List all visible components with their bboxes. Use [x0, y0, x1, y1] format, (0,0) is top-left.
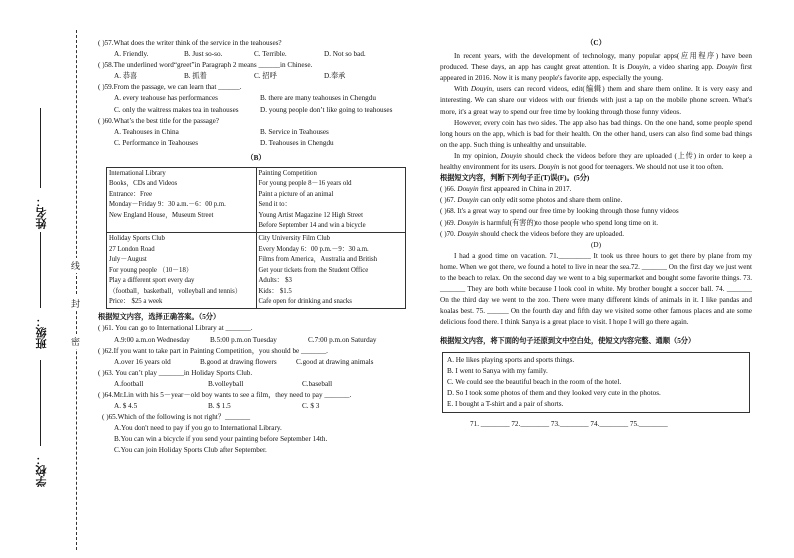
q62-stem: ( )62.If you want to take part in Painting Competition，you should be _______.: [98, 346, 328, 355]
tf-question[interactable]: [440, 229, 752, 240]
app-name: Douyin: [627, 63, 649, 72]
ad-line: Painting Competition: [258, 170, 317, 178]
q63-option-a[interactable]: A.football: [114, 379, 144, 388]
q57-stem: ( )57.What does the writer think of the service in the teahouses?: [98, 39, 282, 47]
name-label: 姓名：: [36, 196, 48, 229]
ad-line: Films from America，Australia and British: [258, 256, 378, 264]
q57-option-d[interactable]: D. Not so bad.: [324, 50, 366, 59]
section-d-heading: (D): [591, 240, 601, 249]
ad-line: Every Monday 6：00 p.m.－9：30 a.m.: [258, 245, 369, 253]
seal-char-seal: 封: [71, 296, 80, 311]
q61-options: [98, 335, 414, 346]
passage-c-paragraph: [440, 151, 752, 173]
left-column: [98, 38, 414, 457]
q58-option-a[interactable]: A. 恭喜: [114, 72, 138, 81]
question-text: ( )67.: [440, 196, 458, 205]
q59-options-ab: [98, 93, 414, 104]
ad-line: 27 London Road: [109, 245, 155, 253]
q65-option-a[interactable]: A.You don't need to pay if you go to International Library.: [114, 424, 282, 433]
q60-stem: ( )60.What’s the best title for the passage?: [98, 116, 219, 125]
ad-line: Holiday Sports Club: [109, 235, 165, 243]
q57-option-b[interactable]: B. Just so-so.: [184, 50, 223, 59]
app-name: Douyin: [500, 151, 522, 160]
school-blank-line: [40, 360, 41, 446]
q59-option-c[interactable]: C. only the waitress makes tea in teahouses: [114, 105, 239, 114]
q58-option-c[interactable]: C. 招呼: [254, 72, 277, 81]
q65-option-b[interactable]: B.You can win a bicycle if you send your painting before September 14th.: [114, 435, 328, 444]
q63-option-b[interactable]: B.volleyball: [208, 379, 244, 388]
passage-c-paragraph: [440, 84, 752, 117]
d-option: B. I went to Sanya with my family.: [447, 366, 548, 375]
right-column: [440, 38, 752, 430]
text-run: is not good for teenagers. We should not use it too often.: [559, 163, 724, 172]
q59-option-a[interactable]: A. every teahouse has performances: [114, 94, 218, 103]
class-label: 班级：: [36, 316, 48, 349]
ad-line: Price： $25 a week: [109, 297, 163, 305]
ad-line: Adults： $3: [258, 277, 292, 285]
text-run: , users can record videos, edit(编辑) them and share them online. It is very easy and interesting. We can share our videos with our friends with just a tap on the mobile phone screen. What's more, it's a great way to spend our free time by looking through those funny videos.: [440, 85, 752, 116]
q62-option-b[interactable]: B.good at drawing flowers: [200, 357, 277, 366]
tf-questions: [440, 184, 752, 239]
ad-line: Play a different sport every day: [109, 277, 195, 285]
tf-question[interactable]: [440, 195, 752, 206]
app-name: Douyin: [457, 185, 479, 194]
passage-c: [440, 51, 752, 173]
answer-blanks[interactable]: 71. ________ 72.________ 73.________ 74.________ 75.________: [470, 420, 668, 428]
instruction-c: 根据短文内容，判断下列句子正(T)误(F)。(5分): [440, 174, 590, 183]
ad-line: Books，CDs and Videos: [109, 180, 178, 188]
text-run: However, every coin has two sides. The app also has bad things. On the one hand, some people spend long hours on the app, which is bad for their health. On the other hand, users can also find some bad things on the app. Such thing is unhealthy and unsuitable.: [440, 118, 752, 149]
ad-line: Before September 14 and win a bicycle: [258, 222, 366, 230]
text-run: In recent years, with the development of technology, many popular apps(应用程序) have been produced. These days, an app has caught great attention. It is: [440, 52, 752, 72]
passage-c-paragraph: [440, 118, 752, 151]
q60-option-b[interactable]: B. Service in Teahouses: [260, 127, 329, 136]
ad-line: July－August: [109, 256, 147, 264]
q63-option-c[interactable]: C.baseball: [302, 379, 333, 388]
q58-option-b[interactable]: B. 抓着: [184, 72, 207, 81]
seal-char-line: 线: [71, 258, 80, 273]
q60-option-d[interactable]: D. Teahouses in Chengdu: [260, 138, 334, 147]
ad-line: For young people 8－16 years old: [258, 180, 352, 188]
d-option: E. I bought a T-shirt and a pair of shorts.: [447, 399, 564, 408]
q65-stem: ( )65.Which of the following is not right？_______: [102, 413, 251, 422]
q65-option-c[interactable]: C.You can join Holiday Sports Club after September.: [114, 446, 267, 455]
passage-c-paragraph: [440, 51, 752, 84]
q62-options: [98, 357, 414, 368]
question-text: first appeared in China in 2017.: [478, 185, 572, 194]
question-text: is harmful(有害的)to those people who spend long time on it.: [478, 218, 659, 227]
text-run: With: [454, 85, 471, 94]
ad-line: City University Film Club: [258, 235, 331, 243]
tf-question[interactable]: [440, 218, 752, 229]
instruction-d: 根据短文内容，将下面的句子还原到文中空白处，使短文内容完整、通顺（5分）: [440, 337, 696, 346]
ad-line: Kids： $1.5: [258, 287, 292, 295]
ads-table: [106, 167, 406, 309]
app-name: Douyin: [538, 163, 560, 172]
app-name: Douyin: [457, 196, 479, 205]
q58-option-d[interactable]: D.奉承: [324, 72, 346, 81]
q63-stem: ( )63. You can’t play _______in Holiday Sports Club.: [98, 368, 253, 377]
app-name: Douyin: [716, 63, 738, 72]
question-text: ( )70.: [440, 229, 458, 238]
app-name: Douyin: [457, 229, 479, 238]
q57-option-c[interactable]: C. Terrible.: [254, 50, 287, 59]
question-text: ( )69.: [440, 218, 458, 227]
q57-options: [98, 49, 414, 60]
ad-sports-club: [107, 233, 257, 309]
q60-option-c[interactable]: C. Performance in Teahouses: [114, 138, 198, 147]
ad-line: Monday－Friday 9：30 a.m.－6：00 p.m.: [109, 201, 226, 209]
ad-line: Get your tickets from the Student Office: [258, 266, 369, 274]
school-label: 学校：: [36, 454, 48, 487]
q63-options: [98, 379, 414, 390]
tf-question[interactable]: [440, 184, 752, 195]
passage-d: I had a good time on vacation. 71._________ It took us three hours to get there by plane from my home. When we got there, we found a hotel to live in near the sea.72. _______ On the first day we just went to the beach to relax. On the second day we went to a big supermarket and bought some favorite things. 73. _______ They are both white because I look cool in white. My brother bought a soccer ball. 74. _______ On the third day we went to the zoo. There were many different kinds of animals in it. I like pandas and koalas best. 75. ______ On the fourth day and fifth day we visited some other famous places and ate some delicious food there. I think Sanya is a great place to visit. I hope I will go there again.: [440, 251, 752, 327]
question-text: ( )68. It's a great way to spend our free time by looking through those funny videos: [440, 207, 679, 216]
q61-option-b[interactable]: B.5:00 p.m.on Tuesday: [210, 335, 277, 344]
q58-options: [98, 71, 414, 82]
app-name: Douyin: [470, 85, 493, 94]
tf-question[interactable]: [440, 206, 752, 217]
q61-option-a[interactable]: A.9:00 a.m.on Wednesday: [114, 335, 190, 344]
ad-painting: [256, 168, 406, 233]
ad-line: International Library: [109, 170, 166, 178]
section-b-heading: （B）: [246, 153, 266, 162]
ad-line: （football，basketball，volleyball and tennis）: [109, 287, 242, 295]
binding-strip: [0, 0, 90, 558]
q59-option-b[interactable]: B. there are many teahouses in Chengdu: [260, 94, 376, 103]
q61-stem: ( )61. You can go to International Library at _______.: [98, 324, 253, 333]
seal-dashed-line: [76, 30, 77, 550]
q64-options: [98, 401, 414, 412]
text-run: first appeared in 2016. Now it is many people's favorite app, especially the young.: [440, 63, 752, 83]
text-run: , a video sharing app.: [648, 63, 717, 72]
text-run: In my opinion,: [454, 151, 501, 160]
q58-stem: ( )58.The underlined word“greet”in Paragraph 2 means ______in Chinese.: [98, 61, 313, 70]
q60-options-cd: [98, 138, 414, 149]
text-run: should check the videos before they are uploaded (上传) in order to keep a healthy environment for its users.: [440, 151, 752, 172]
name-blank-line: [40, 108, 41, 188]
q64-option-c[interactable]: C. $ 3: [302, 402, 320, 411]
ad-line: Cafe open for drinking and snacks: [258, 297, 352, 305]
q62-option-c[interactable]: C.good at drawing animals: [296, 357, 374, 366]
q60-option-a[interactable]: A. Teahouses in China: [114, 127, 179, 136]
q60-options-ab: [98, 127, 414, 138]
q57-option-a[interactable]: A. Friendly.: [114, 50, 149, 59]
app-name: Douyin: [457, 218, 479, 227]
ad-line: Young Artist Magazine 12 High Street: [258, 211, 363, 219]
section-c-heading: （C）: [586, 39, 606, 47]
ad-line: Paint a picture of an animal: [258, 190, 334, 198]
ad-line: New England House，Museum Street: [109, 211, 214, 219]
d-options-box: [442, 352, 750, 413]
question-text: ( )66.: [440, 185, 458, 194]
instruction-b: 根据短文内容，选择正确答案。（5分）: [98, 313, 221, 322]
q64-option-a[interactable]: A. $ 4.5: [114, 402, 138, 411]
q61-option-c[interactable]: C.7:00 p.m.on Saturday: [308, 335, 377, 344]
ad-library: [107, 168, 257, 233]
question-text: can only edit some photos and share them online.: [478, 196, 623, 205]
question-text: should check the videos before they are uploaded.: [478, 229, 625, 238]
d-option: D. So I took some photos of them and they looked very cute in the photos.: [447, 388, 661, 397]
q59-option-d[interactable]: D. young people don’t like going to teahouses: [260, 105, 393, 114]
ad-film-club: [256, 233, 406, 309]
d-option: A. He likes playing sports and sports things.: [447, 355, 575, 364]
ad-line: Send it to：: [258, 201, 292, 209]
q59-stem: ( )59.From the passage, we can learn that ______.: [98, 83, 242, 92]
seal-char-secret: 密: [71, 334, 80, 349]
q64-stem: ( )64.Mr.Lin with his 5－year－old boy wants to see a film，they need to pay _______.: [98, 390, 352, 399]
ad-line: Entrance：Free: [109, 190, 153, 198]
d-option: C. We could see the beautiful beach in the room of the hotel.: [447, 377, 622, 386]
class-blank-line: [40, 232, 41, 308]
q59-options-cd: [98, 105, 414, 116]
q62-option-a[interactable]: A.over 16 years old: [114, 357, 171, 366]
ad-line: For young people （10－18）: [109, 266, 193, 274]
q64-option-b[interactable]: B. $ 1.5: [208, 402, 231, 411]
